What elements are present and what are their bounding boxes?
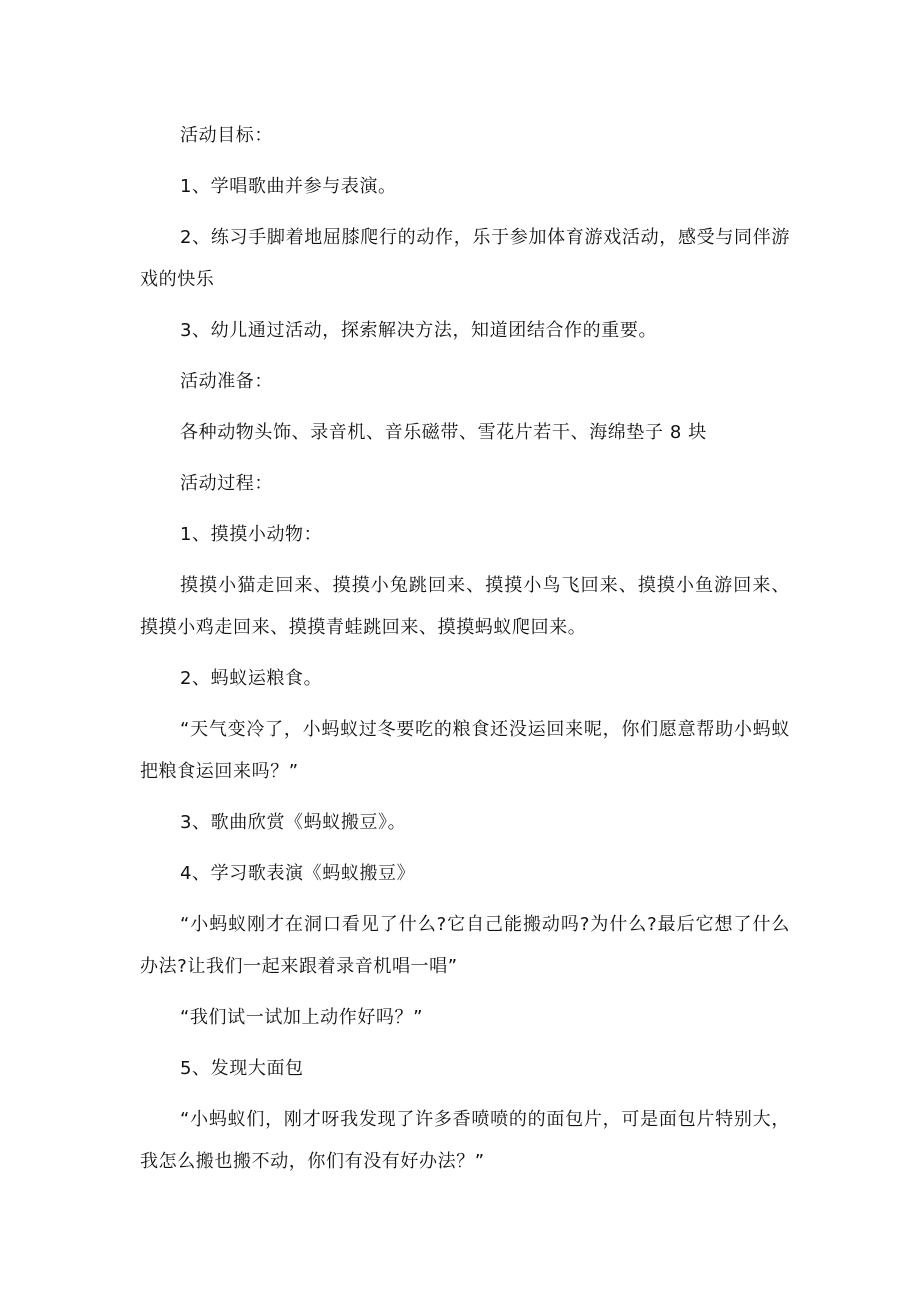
heading-activity-goals: 活动目标： [180,125,273,146]
goal-item-2: 2、练习手脚着地屈膝爬行的动作，乐于参加体育游戏活动，感受与同伴游戏的快乐 [140,227,790,290]
document-body [140,115,790,1183]
process-step-5-title: 5、发现大面包 [180,1058,304,1079]
process-step-4-quote-2: “我们试一试加上动作好吗？” [180,1007,424,1028]
process-step-2-title: 2、蚂蚁运粮食。 [180,668,323,689]
heading-activity-process: 活动过程： [180,473,273,494]
process-step-1-title: 1、摸摸小动物： [180,524,323,545]
process-step-4-quote-1: “小蚂蚁刚才在洞口看见了什么?它自己能搬动吗?为什么?最后它想了什么办法?让我们一起来跟着录音机唱一唱” [140,914,790,977]
heading-activity-prep: 活动准备： [180,371,273,392]
process-step-1-text: 摸摸小猫走回来、摸摸小兔跳回来、摸摸小鸟飞回来、摸摸小鱼游回来、摸摸小鸡走回来、摸摸青蛙跳回来、摸摸蚂蚁爬回来。 [140,575,790,638]
prep-materials: 各种动物头饰、录音机、音乐磁带、雪花片若干、海绵垫子 8 块 [180,422,707,443]
goal-item-3: 3、幼儿通过活动，探索解决方法，知道团结合作的重要。 [180,320,658,341]
process-step-3-title: 3、歌曲欣赏《蚂蚁搬豆》。 [180,812,407,833]
process-step-2-quote: “天气变冷了，小蚂蚁过冬要吃的粮食还没运回来呢，你们愿意帮助小蚂蚁把粮食运回来吗？” [140,719,790,782]
process-step-5-quote: “小蚂蚁们，刚才呀我发现了许多香喷喷的的面包片，可是面包片特别大，我怎么搬也搬不动，你们有没有好办法？” [140,1109,790,1172]
process-step-4-title: 4、学习歌表演《蚂蚁搬豆》 [180,863,416,884]
goal-item-1: 1、学唱歌曲并参与表演。 [180,176,397,197]
